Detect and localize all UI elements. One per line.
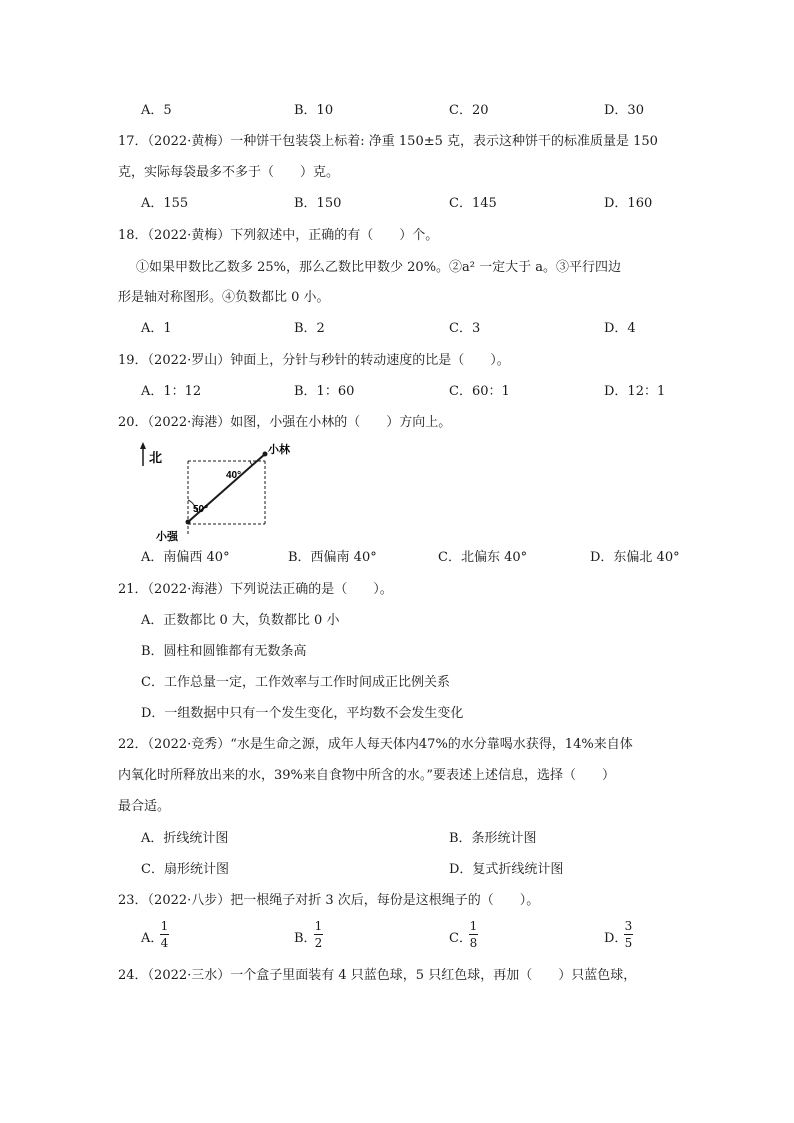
direction-diagram-svg (138, 440, 298, 544)
q22-option-c: C．扇形统计图 (141, 862, 229, 877)
angle-40-label: 40° (226, 470, 242, 481)
q19-option-d: D．12：1 (604, 384, 666, 399)
q19-option-a: A．1：12 (141, 384, 202, 399)
xiaoqiang-label: 小强 (156, 531, 178, 543)
q23-option-a-fraction (160, 919, 169, 950)
fraction-denominator: 4 (160, 936, 169, 950)
xiaolin-label: 小林 (268, 444, 290, 456)
fraction-numerator: 1 (314, 919, 323, 933)
q23-option-c-letter: C． (449, 931, 472, 946)
direction-diagram (138, 440, 298, 544)
q22-stem-line-2: 内氧化时所释放出来的水，39%来自食物中所含的水。”要表述上述信息，选择（ ） (118, 768, 616, 783)
q20-stem: 20．（2022·海港）如图，小强在小林的（ ）方向上。 (118, 415, 452, 430)
q17-option-a: A．155 (141, 196, 189, 211)
fraction-numerator: 1 (160, 919, 169, 933)
q18-stem-line-2: ①如果甲数比乙数多 25%，那么乙数比甲数少 20%。②a² 一定大于 a。③平行四边 (136, 260, 622, 275)
q17-option-d: D．160 (604, 196, 653, 211)
fraction-denominator: 5 (624, 936, 633, 950)
q18-stem-line-1: 18．（2022·黄梅）下列叙述中，正确的有（ ）个。 (118, 228, 439, 243)
q23-option-a-letter: A． (141, 931, 164, 946)
q21-option-b: B．圆柱和圆锥都有无数条高 (141, 644, 307, 659)
q17-option-b: B．150 (294, 196, 342, 211)
q21-option-a: A．正数都比 0 大，负数都比 0 小 (141, 613, 340, 628)
q22-option-b: B．条形统计图 (449, 831, 537, 846)
q20-option-d: D．东偏北 40° (590, 550, 680, 565)
q20-option-b: B．西偏南 40° (288, 550, 377, 565)
q20-option-c: C．北偏东 40° (438, 550, 528, 565)
q23-option-d-fraction (624, 919, 633, 950)
q19-option-c: C．60：1 (449, 384, 510, 399)
q22-option-d: D．复式折线统计图 (449, 862, 564, 877)
fraction-denominator: 2 (314, 936, 323, 950)
q16-option-c: C．20 (449, 103, 489, 118)
q20-option-a: A．南偏西 40° (141, 550, 230, 565)
q17-stem-line-1: 17．（2022·黄梅）一种饼干包装袋上标着: 净重 150±5 克，表示这种饼干的标准质量是 150 (118, 134, 658, 149)
q21-option-d: D．一组数据中只有一个发生变化，平均数不会发生变化 (141, 706, 464, 721)
q16-option-b: B．10 (294, 103, 334, 118)
q24-stem: 24．（2022·三水）一个盒子里面装有 4 只蓝色球，5 只红色球，再加（ ）只蓝色球， (118, 968, 637, 983)
q22-option-a: A．折线统计图 (141, 831, 229, 846)
q18-option-a: A．1 (141, 321, 172, 336)
q17-option-c: C．145 (449, 196, 497, 211)
q23-option-d-letter: D． (604, 931, 628, 946)
q22-stem-line-1: 22．（2022·竞秀）“水是生命之源，成年人每天体内47%的水分靠喝水获得，14%来自体 (118, 737, 633, 752)
fraction-numerator: 1 (469, 919, 478, 933)
q23-stem: 23．（2022·八步）把一根绳子对折 3 次后，每份是这根绳子的（ ）。 (118, 893, 540, 908)
q23-option-b-letter: B． (294, 931, 317, 946)
q23-option-c-fraction (469, 919, 478, 950)
north-arrow-icon (140, 442, 146, 449)
q19-option-b: B．1：60 (294, 384, 355, 399)
q19-stem: 19．（2022·罗山）钟面上，分针与秒针的转动速度的比是（ ）。 (118, 353, 510, 368)
q18-option-c: C．3 (449, 321, 481, 336)
fraction-numerator: 3 (624, 919, 633, 933)
q18-stem-line-3: 形是轴对称图形。④负数都比 0 小。 (118, 290, 330, 305)
xiaoqiang-point (186, 520, 191, 525)
q17-stem-line-2: 克，实际每袋最多不多于（ ）克。 (118, 165, 340, 180)
q21-stem: 21．（2022·海港）下列说法正确的是（ ）。 (118, 582, 393, 597)
xiaolin-point (263, 452, 268, 457)
angle-50-label: 50° (193, 504, 209, 515)
q21-option-c: C．工作总量一定，工作效率与工作时间成正比例关系 (141, 675, 450, 690)
q16-option-a: A．5 (141, 103, 172, 118)
q18-option-b: B．2 (294, 321, 325, 336)
q16-option-d: D．30 (604, 103, 644, 118)
north-label: 北 (149, 450, 163, 465)
q23-option-b-fraction (314, 919, 323, 950)
fraction-denominator: 8 (469, 936, 478, 950)
q22-stem-line-3: 最合适。 (118, 799, 171, 814)
q18-option-d: D．4 (604, 321, 636, 336)
